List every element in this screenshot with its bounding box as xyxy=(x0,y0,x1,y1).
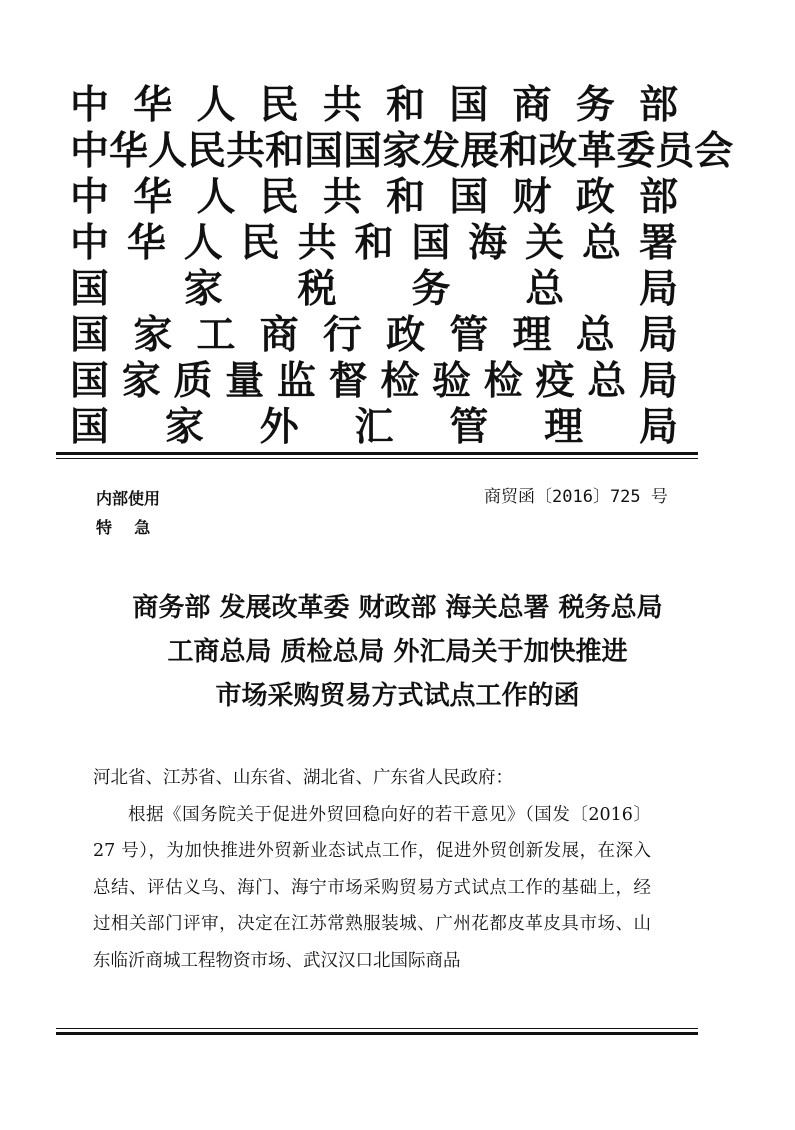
document-body xyxy=(93,760,651,980)
document-title xyxy=(60,586,735,718)
title-line-3: 市场采购贸易方式试点工作的函 xyxy=(215,681,580,711)
issuer-line: 国 家 外 汇 管 理 局 xyxy=(70,404,678,450)
document-classification xyxy=(96,484,160,542)
issuer-line: 中 华 人 民 共 和 国 国 家 发 展 和 改 革 委 员 会 xyxy=(70,128,734,174)
issuer-line: 中 华 人 民 共 和 国 海 关 总 署 xyxy=(70,220,678,266)
issuer-line: 中 华 人 民 共 和 国 商 务 部 xyxy=(70,82,678,128)
urgency-label: 特 急 xyxy=(96,518,151,537)
title-line-2: 工商总局 质检总局 外汇局关于加快推进 xyxy=(167,637,628,667)
issuing-authorities-header xyxy=(70,82,734,450)
issuer-line: 国 家 质 量 监 督 检 验 检 疫 总 局 xyxy=(70,358,678,404)
footer-separator-rule xyxy=(56,1028,698,1035)
salutation: 河北省、江苏省、山东省、湖北省、广东省人民政府： xyxy=(93,768,513,788)
title-line-1: 商务部 发展改革委 财政部 海关总署 税务总局 xyxy=(132,593,663,623)
issuer-line: 国 家 工 商 行 政 管 理 总 局 xyxy=(70,312,678,358)
header-separator-rule xyxy=(56,452,698,459)
issuer-line: 国 家 税 务 总 局 xyxy=(70,266,678,312)
issuer-line: 中 华 人 民 共 和 国 财 政 部 xyxy=(70,174,678,220)
document-number: 商贸函〔2016〕725 号 xyxy=(484,487,668,507)
body-paragraph: 根据《国务院关于促进外贸回稳向好的若干意见》（国发〔2016〕27 号），为加快推进外贸新业态试点工作，促进外贸创新发展，在深入总结、评估义乌、海门、海宁市场采购贸易方式试点工作的基础上，经过相关部门评审，决定在江苏常熟服装城、广州花都皮革皮具市场、山东临沂商城工程物资市场、武汉汉口北国际商品 xyxy=(93,804,651,971)
usage-label: 内部使用 xyxy=(96,489,161,508)
